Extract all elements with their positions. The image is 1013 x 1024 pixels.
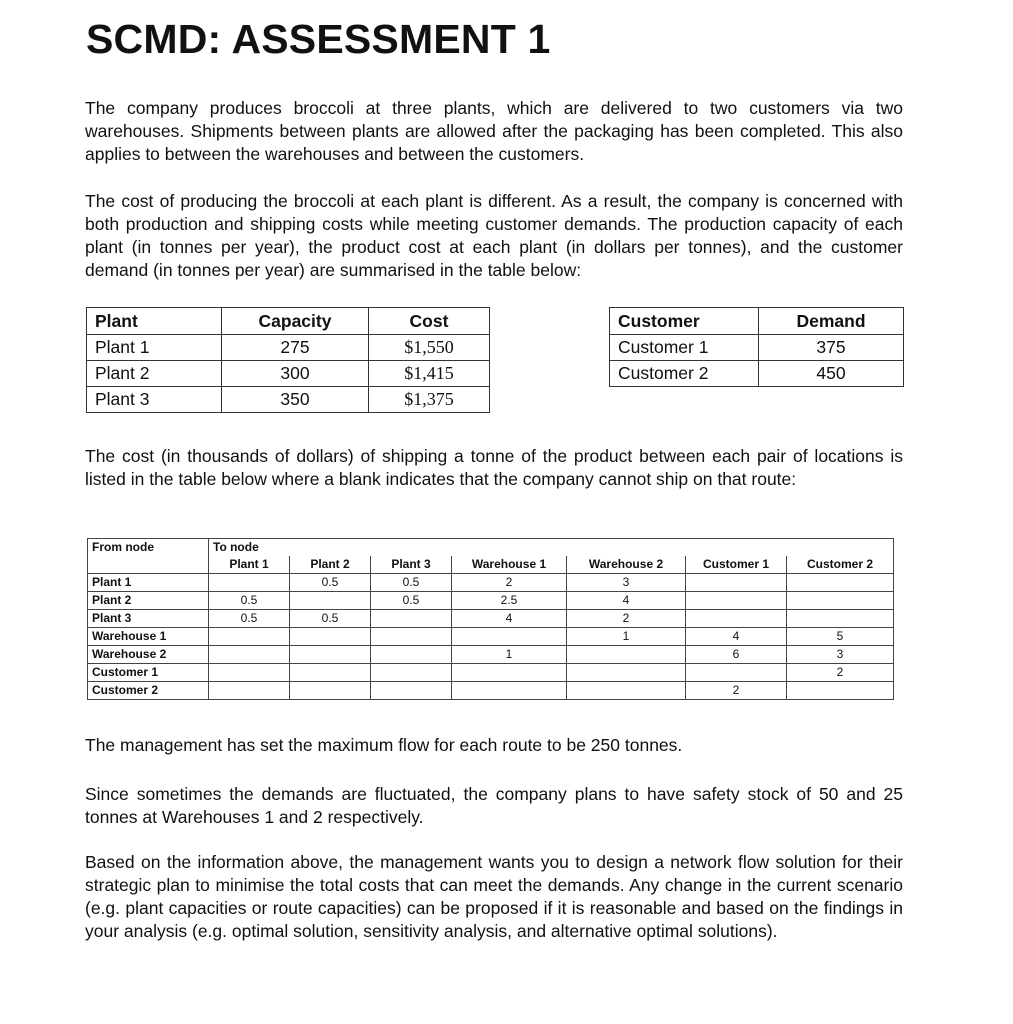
table-row xyxy=(88,682,894,700)
table-row xyxy=(610,335,904,361)
plant-cost: $1,550 xyxy=(369,335,490,361)
shipping-cost-cell xyxy=(209,628,290,646)
plant-cost: $1,375 xyxy=(369,387,490,413)
plant-capacity: 300 xyxy=(222,361,369,387)
shipping-header-row-1 xyxy=(88,539,894,557)
max-flow-paragraph: The management has set the maximum flow for each route to be 250 tonnes. xyxy=(85,735,683,755)
from-node-name: Plant 2 xyxy=(88,592,209,610)
capacity-table xyxy=(86,307,490,413)
table-row xyxy=(88,628,894,646)
shipping-cost-cell: 6 xyxy=(686,646,787,664)
shipping-cost-cell: 1 xyxy=(567,628,686,646)
header-demand: Demand xyxy=(759,308,904,335)
shipping-cost-cell xyxy=(371,610,452,628)
table-row xyxy=(88,646,894,664)
header-cost: Cost xyxy=(369,308,490,335)
from-node-name: Plant 1 xyxy=(88,574,209,592)
column-header: Warehouse 1 xyxy=(452,556,567,574)
shipping-cost-cell xyxy=(371,682,452,700)
shipping-table-body xyxy=(88,574,894,700)
column-header: Plant 1 xyxy=(209,556,290,574)
plant-name: Plant 2 xyxy=(87,361,222,387)
shipping-cost-cell: 0.5 xyxy=(209,592,290,610)
shipping-cost-cell xyxy=(452,682,567,700)
column-header: Plant 2 xyxy=(290,556,371,574)
shipping-cost-cell: 5 xyxy=(787,628,894,646)
cost-paragraph: The cost of producing the broccoli at each plant is different. As a result, the company is concerned with both production and shipping costs while meeting customer demands. The production capacity of each plant (in tonnes per year), the product cost at each plant (in dollars per tonnes), and the customer demand (in tonnes per year) are summarised in the table below: xyxy=(85,191,903,280)
shipping-cost-cell: 0.5 xyxy=(371,592,452,610)
shipping-cost-cell: 0.5 xyxy=(290,574,371,592)
shipping-cost-cell xyxy=(567,646,686,664)
from-node-name: Warehouse 1 xyxy=(88,628,209,646)
table-row xyxy=(88,592,894,610)
customer-name: Customer 1 xyxy=(610,335,759,361)
shipping-cost-cell xyxy=(686,592,787,610)
shipping-cost-cell: 0.5 xyxy=(290,610,371,628)
shipping-cost-cell: 4 xyxy=(452,610,567,628)
shipping-cost-cell: 2 xyxy=(686,682,787,700)
shipping-cost-cell xyxy=(209,646,290,664)
shipping-cost-cell: 0.5 xyxy=(209,610,290,628)
shipping-cost-cell xyxy=(567,682,686,700)
table-row xyxy=(88,574,894,592)
shipping-cost-cell xyxy=(567,664,686,682)
demand-table-header xyxy=(610,308,904,335)
shipping-cost-cell xyxy=(787,574,894,592)
shipping-cost-cell xyxy=(452,628,567,646)
demand-table xyxy=(609,307,904,387)
shipping-cost-cell xyxy=(686,664,787,682)
column-header: Warehouse 2 xyxy=(567,556,686,574)
safety-stock-paragraph: Since sometimes the demands are fluctuated, the company plans to have safety stock of 50 and 25 tonnes at Warehouses 1 and 2 respectively. xyxy=(85,784,903,827)
from-node-name: Warehouse 2 xyxy=(88,646,209,664)
header-customer: Customer xyxy=(610,308,759,335)
customer-demand: 375 xyxy=(759,335,904,361)
table-row xyxy=(610,361,904,387)
table-row xyxy=(87,387,490,413)
column-header: Customer 1 xyxy=(686,556,787,574)
from-node-name: Customer 1 xyxy=(88,664,209,682)
plant-cost: $1,415 xyxy=(369,361,490,387)
column-header: Customer 2 xyxy=(787,556,894,574)
shipping-header-row-2 xyxy=(88,556,894,574)
shipping-cost-cell xyxy=(371,628,452,646)
shipping-cost-cell: 4 xyxy=(686,628,787,646)
shipping-cost-cell: 4 xyxy=(567,592,686,610)
table-row xyxy=(87,335,490,361)
shipping-cost-cell xyxy=(686,610,787,628)
shipping-cost-cell: 3 xyxy=(787,646,894,664)
capacity-table-header xyxy=(87,308,490,335)
task-paragraph: Based on the information above, the management wants you to design a network flow solution for their strategic plan to minimise the total costs that can meet the demands. Any change in the current scenario (e.g. plant capacities or route capacities) can be proposed if it is reasonable and based on the findings in your analysis (e.g. optimal solution, sensitivity analysis, and alternative optimal solutions). xyxy=(85,852,903,941)
shipping-cost-cell: 1 xyxy=(452,646,567,664)
page-title: SCMD: ASSESSMENT 1 xyxy=(86,16,551,62)
header-capacity: Capacity xyxy=(222,308,369,335)
customer-demand: 450 xyxy=(759,361,904,387)
shipping-cost-cell: 0.5 xyxy=(371,574,452,592)
shipping-cost-cell xyxy=(209,682,290,700)
shipping-cost-cell: 2 xyxy=(567,610,686,628)
table-row xyxy=(88,664,894,682)
plant-name: Plant 1 xyxy=(87,335,222,361)
shipping-cost-cell xyxy=(290,664,371,682)
from-node-name: Plant 3 xyxy=(88,610,209,628)
shipping-cost-cell: 3 xyxy=(567,574,686,592)
shipping-cost-cell xyxy=(787,592,894,610)
shipping-cost-cell xyxy=(371,646,452,664)
shipping-cost-cell xyxy=(452,664,567,682)
table-row xyxy=(87,361,490,387)
shipping-cost-cell xyxy=(209,574,290,592)
column-header: Plant 3 xyxy=(371,556,452,574)
shipping-cost-cell xyxy=(209,664,290,682)
shipping-cost-cell: 2.5 xyxy=(452,592,567,610)
shipping-cost-table xyxy=(87,538,894,700)
plant-name: Plant 3 xyxy=(87,387,222,413)
to-node-label: To node xyxy=(209,539,894,557)
table-row xyxy=(88,610,894,628)
shipping-cost-cell xyxy=(290,646,371,664)
shipping-cost-cell: 2 xyxy=(452,574,567,592)
shipping-paragraph: The cost (in thousands of dollars) of shipping a tonne of the product between each pair of locations is listed in the table below where a blank indicates that the company cannot ship on that route: xyxy=(85,446,903,489)
shipping-cost-cell: 2 xyxy=(787,664,894,682)
shipping-cost-cell xyxy=(371,664,452,682)
shipping-cost-cell xyxy=(290,592,371,610)
plant-capacity: 350 xyxy=(222,387,369,413)
shipping-cost-cell xyxy=(787,610,894,628)
shipping-cost-cell xyxy=(686,574,787,592)
shipping-cost-cell xyxy=(290,682,371,700)
from-node-label: From node xyxy=(88,539,209,574)
shipping-cost-cell xyxy=(787,682,894,700)
header-plant: Plant xyxy=(87,308,222,335)
plant-capacity: 275 xyxy=(222,335,369,361)
intro-paragraph: The company produces broccoli at three plants, which are delivered to two customers via two warehouses. Shipments between plants are allowed after the packaging has been completed. This also applies to between the warehouses and between the customers. xyxy=(85,98,903,164)
shipping-cost-cell xyxy=(290,628,371,646)
customer-name: Customer 2 xyxy=(610,361,759,387)
from-node-name: Customer 2 xyxy=(88,682,209,700)
